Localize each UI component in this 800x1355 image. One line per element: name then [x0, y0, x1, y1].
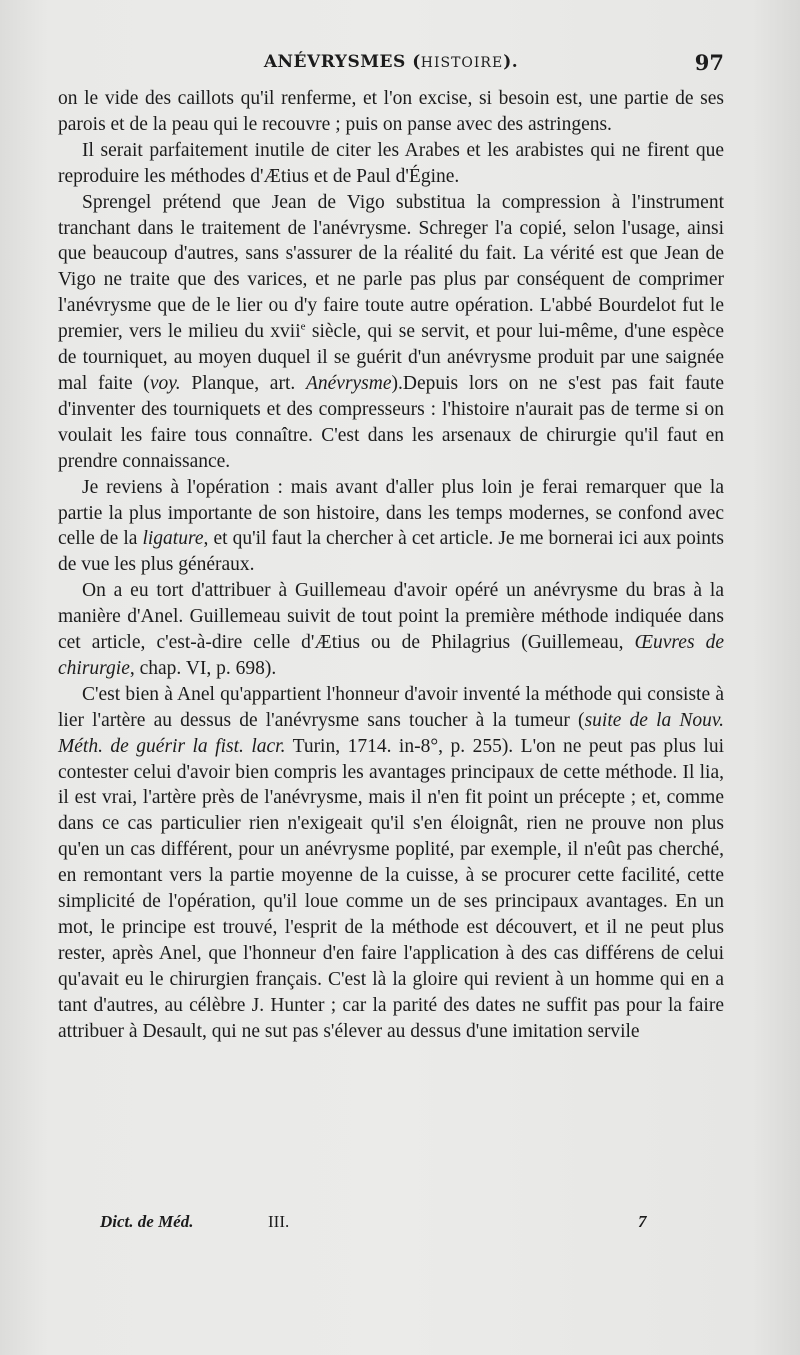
paragraph	[58, 86, 724, 138]
paragraph	[58, 578, 724, 682]
paragraph-text: ).Depuis lors on ne s'est pas fait faute d'inventer des tourniquets et des compresseurs : l'histoire n'aurait pas de terme si on voulait les faire tous connaître. C'est dans les arsenaux de chirurgie qu'il faut en prendre connaissance.	[58, 372, 725, 472]
running-title-main: ANÉVRYSMES	[263, 52, 406, 72]
running-title-sub: HISTOIRE	[420, 55, 504, 71]
page-footer	[100, 1212, 660, 1236]
page-number: 97	[694, 50, 724, 75]
paragraph-text: Il serait parfaitement inutile de citer les Arabes et les arabistes qui ne firent que reproduire les méthodes d'Ætius et de Paul d'Égine.	[58, 139, 724, 187]
paragraph-text: Turin, 1714. in-8°, p. 255). L'on ne peut pas plus lui contester celui d'avoir bien compris les avantages principaux de cette méthode. Il lia, il est vrai, l'artère près de l'anévrysme, mais il n'en fit point un précepte ; et, comme dans ce cas particulier rien n'exigeait qu'il s'en éloignât, rien ne prouve non plus qu'en un cas différent, pour un anévrysme poplité, par exemple, il n'eût pas cherché, en remontant vers la partie moyenne de la cuisse, à se procurer cette facilité, cette simplicité de l'opération, qu'il loue comme un de ses principaux avantages. En un mot, le principe est trouvé, l'esprit de la méthode est découvert, et il ne peut plus rester, après Anel, que l'honneur d'en faire l'application à des cas différens de celui qu'avait eu le chirurgien français. C'est là la gloire qui revient à un homme qui en a tant d'autres, au célèbre J. Hunter ; car la parité des dates ne suffit pas pour la faire attribuer à Desault, qui ne sut pas s'élever au dessus d'une imitation servile	[58, 735, 724, 1042]
body-text	[58, 86, 724, 1045]
signature-title: Dict. de Méd.	[100, 1212, 194, 1231]
paragraph-text: , chap. VI, p. 698).	[129, 657, 277, 679]
paragraph	[58, 475, 724, 579]
superscript-text: e	[300, 320, 306, 333]
paragraph-text: siècle, qui se servit, et pour lui-même, d'une espèce de tourniquet, au moyen duquel il se guérit d'un anévrysme produit par une saignée mal faite (	[58, 321, 724, 394]
paragraph	[58, 682, 724, 1045]
paragraph-text: Je reviens à l'opération : mais avant d'aller plus loin je ferai remarquer que la partie la plus importante de son histoire, dans les temps modernes, se confond avec celle de la	[58, 476, 724, 550]
signature-sheet: 7	[638, 1212, 647, 1231]
paragraph-text: , et qu'il faut la chercher à cet article. Je me bornerai ici aux points de vue les plus généraux.	[58, 528, 724, 576]
italic-text: ligature	[142, 528, 204, 550]
paragraph-text: on le vide des caillots qu'il renferme, et l'on excise, si besoin est, une partie de ses parois et de la peau qui le recouvre ; puis on panse avec des astringens.	[58, 88, 724, 135]
italic-text: Anévrysme	[305, 372, 392, 394]
italic-text: voy.	[149, 372, 181, 394]
italic-text: Œuvres de chirurgie	[58, 632, 724, 679]
running-title-close: ).	[503, 52, 519, 72]
page-header	[58, 50, 724, 80]
running-title-open: (	[405, 52, 421, 72]
italic-text: suite de la Nouv. Méth. de guérir la fist. lacr.	[58, 709, 724, 757]
paragraph-text: On a eu tort d'attribuer à Guillemeau d'avoir opéré un anévrysme du bras à la manière d'Anel. Guillemeau suivit de tout point la première méthode indiquée dans cet article, c'est-à-dire celle d'Ætius ou de Philagrius (Guillemeau,	[58, 580, 724, 654]
paragraph-text: Sprengel prétend que Jean de Vigo substitua la compression à l'instrument tranchant dans le traitement de l'anévrysme. Schreger l'a copié, selon l'usage, ainsi que beaucoup d'autres, sans s'assurer de la réalité du fait. La vérité est que Jean de Vigo ne traite que des varices, et ne parle pas plus par conséquent de comprimer l'anévrysme que de le lier ou d'y faire toute autre opération. L'abbé Bourdelot fut le premier, vers le milieu du xvii	[58, 191, 724, 343]
paragraph	[58, 190, 724, 475]
signature-volume: III.	[268, 1212, 290, 1231]
paragraph	[58, 138, 724, 190]
running-title	[58, 52, 724, 72]
paragraph-text: C'est bien à Anel qu'appartient l'honneur d'avoir inventé la méthode qui consiste à lier l'artère au dessus de l'anévrysme sans toucher à la tumeur (	[58, 683, 724, 731]
paragraph-text: Planque, art.	[180, 372, 306, 394]
